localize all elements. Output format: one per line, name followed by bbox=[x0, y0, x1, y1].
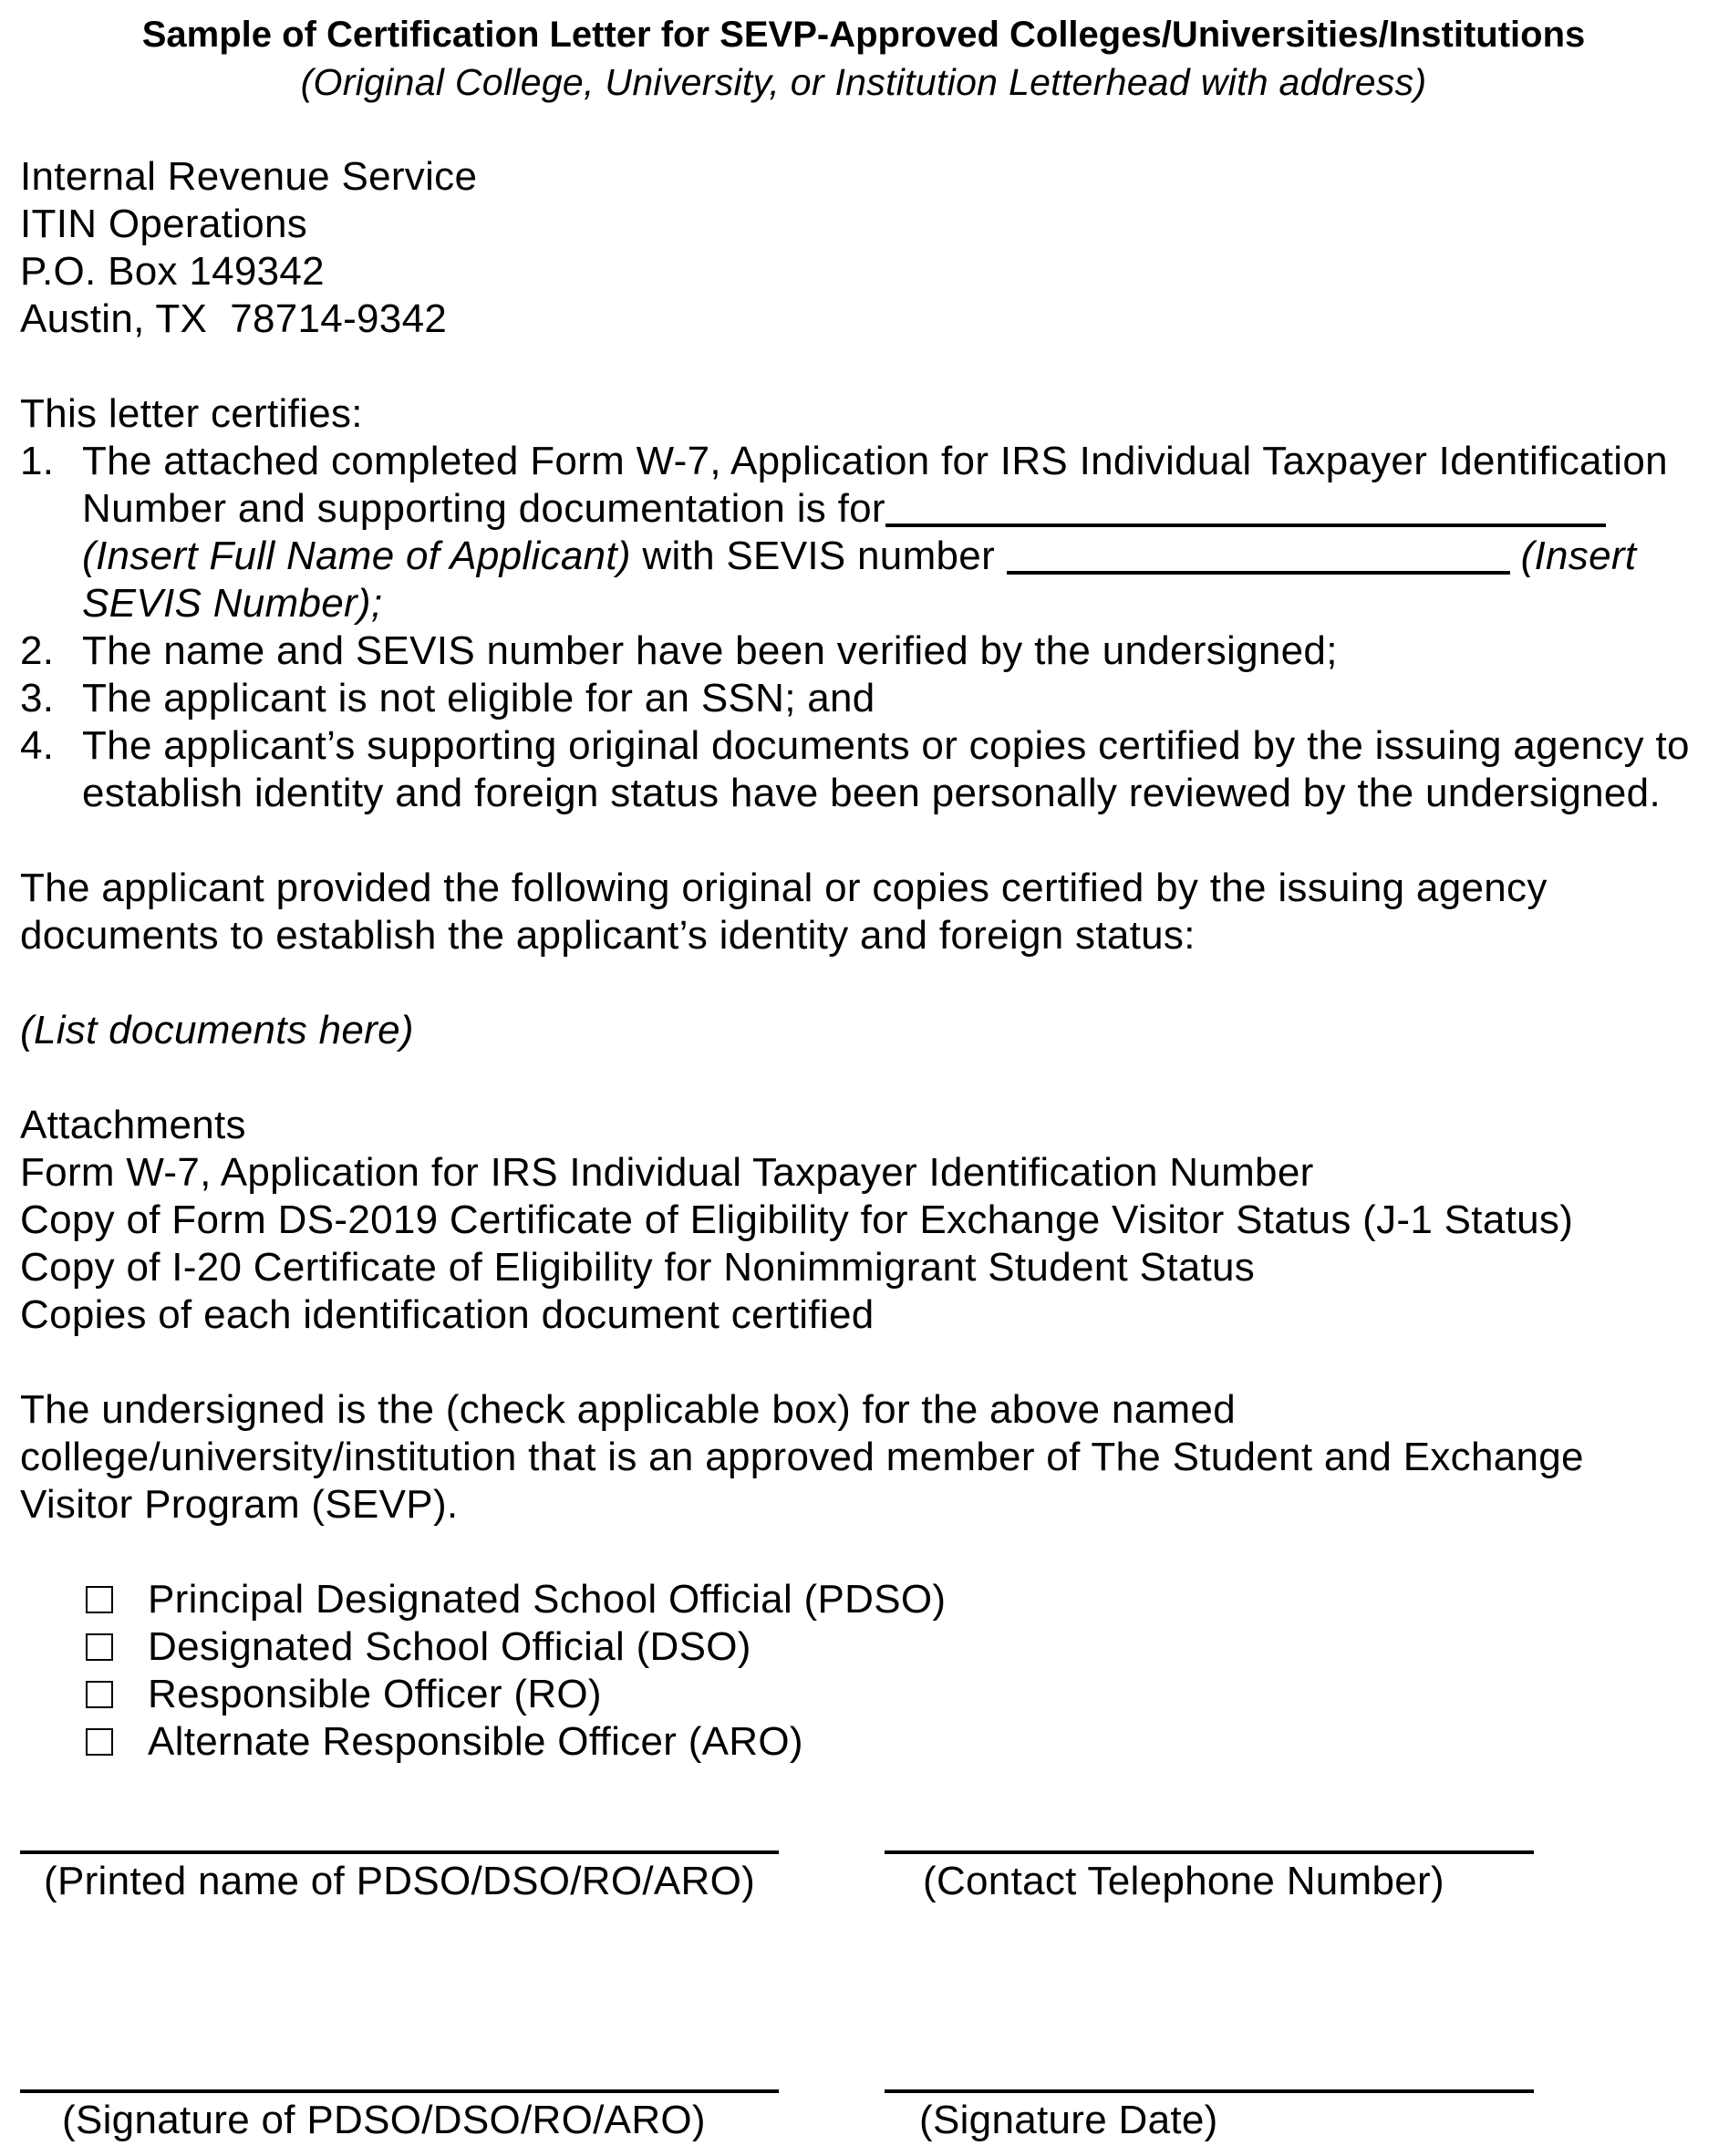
attachment-id-copies: Copies of each identification document certified bbox=[20, 1292, 875, 1337]
item1-line3 bbox=[82, 533, 1707, 580]
item-number: 3. bbox=[20, 676, 55, 720]
role-option-ro bbox=[20, 1671, 1707, 1718]
undersigned-paragraph-line2: college/university/institution that is an approved member of The Student and Exchange bbox=[20, 1435, 1584, 1479]
phone-label: (Contact Telephone Number) bbox=[923, 1859, 1444, 1903]
item1-line3-text: with SEVIS number bbox=[642, 534, 996, 578]
label-pdso: Principal Designated School Official (PDSO) bbox=[148, 1577, 947, 1622]
recipient-line-pobox: P.O. Box 149342 bbox=[20, 249, 325, 294]
undersigned-paragraph-line1: The undersigned is the (check applicable box) for the above named bbox=[20, 1387, 1236, 1432]
insert-sevis-hint-open: (Insert bbox=[1520, 534, 1637, 578]
certification-item-4 bbox=[20, 722, 1707, 817]
item-number: 2. bbox=[20, 628, 55, 673]
signature-line[interactable] bbox=[20, 2089, 779, 2144]
certification-item-3 bbox=[20, 675, 1707, 722]
page-title: Sample of Certification Letter for SEVP-Approved Colleges/Universities/Institutions bbox=[141, 15, 1586, 55]
item1-line1: The attached completed Form W-7, Application for IRS Individual Taxpayer Identification bbox=[82, 439, 1668, 483]
documents-paragraph-line1: The applicant provided the following original or copies certified by the issuing agency bbox=[20, 866, 1548, 910]
page-subtitle: (Original College, University, or Institution Letterhead with address) bbox=[300, 61, 1427, 103]
label-aro: Alternate Responsible Officer (ARO) bbox=[148, 1719, 803, 1764]
sevis-number-blank[interactable] bbox=[1007, 569, 1510, 575]
recipient-line-city: Austin, TX 78714-9342 bbox=[20, 296, 448, 341]
certifies-heading: This letter certifies: bbox=[20, 391, 363, 436]
undersigned-paragraph-line3: Visitor Program (SEVP). bbox=[20, 1482, 459, 1527]
checkbox-dso[interactable] bbox=[86, 1633, 113, 1661]
checkbox-aro[interactable] bbox=[86, 1728, 113, 1756]
insert-name-hint: (Insert Full Name of Applicant) bbox=[82, 534, 631, 578]
item1-line2-text: Number and supporting documentation is for bbox=[82, 486, 885, 531]
item-number: 1. bbox=[20, 439, 55, 483]
checkbox-ro[interactable] bbox=[86, 1681, 113, 1708]
attachment-form-w7: Form W-7, Application for IRS Individual Taxpayer Identification Number bbox=[20, 1150, 1314, 1195]
item2-line1: The name and SEVIS number have been verified by the undersigned; bbox=[82, 628, 1338, 673]
role-checkbox-list bbox=[20, 1576, 1707, 1766]
role-option-dso bbox=[20, 1623, 1707, 1671]
attachments-section bbox=[20, 1102, 1707, 1339]
role-option-pdso bbox=[20, 1576, 1707, 1623]
signature-row-2 bbox=[20, 2089, 1707, 2144]
signature-date-label: (Signature Date) bbox=[919, 2098, 1218, 2142]
list-documents-placeholder: (List documents here) bbox=[20, 1008, 414, 1052]
phone-line[interactable] bbox=[885, 1850, 1534, 1905]
label-dso: Designated School Official (DSO) bbox=[148, 1624, 751, 1669]
insert-sevis-hint-close: SEVIS Number); bbox=[82, 581, 383, 626]
item4-line2: establish identity and foreign status have been personally reviewed by the undersigned. bbox=[82, 771, 1661, 815]
applicant-name-blank[interactable] bbox=[885, 522, 1606, 527]
item-number: 4. bbox=[20, 723, 55, 768]
item4-line1: The applicant’s supporting original documents or copies certified by the issuing agency to bbox=[82, 723, 1690, 768]
documents-paragraph-line2: documents to establish the applicant’s identity and foreign status: bbox=[20, 913, 1196, 958]
role-option-aro bbox=[20, 1718, 1707, 1766]
undersigned-paragraph bbox=[20, 1386, 1707, 1529]
printed-name-label: (Printed name of PDSO/DSO/RO/ARO) bbox=[44, 1859, 756, 1903]
recipient-address bbox=[20, 153, 1707, 343]
attachment-ds2019: Copy of Form DS-2019 Certificate of Eligibility for Exchange Visitor Status (J-1 Status) bbox=[20, 1197, 1574, 1242]
signature-date-line[interactable] bbox=[885, 2089, 1534, 2144]
label-ro: Responsible Officer (RO) bbox=[148, 1672, 602, 1716]
signature-label: (Signature of PDSO/DSO/RO/ARO) bbox=[62, 2098, 706, 2142]
certification-item-2 bbox=[20, 627, 1707, 675]
checkbox-pdso[interactable] bbox=[86, 1586, 113, 1613]
certification-list bbox=[20, 438, 1707, 817]
documents-paragraph bbox=[20, 865, 1707, 959]
item3-line1: The applicant is not eligible for an SSN; and bbox=[82, 676, 875, 720]
certification-item-1 bbox=[20, 438, 1707, 627]
attachment-i20: Copy of I-20 Certificate of Eligibility for Nonimmigrant Student Status bbox=[20, 1245, 1256, 1290]
recipient-line-agency: Internal Revenue Service bbox=[20, 154, 478, 199]
attachments-heading: Attachments bbox=[20, 1103, 246, 1147]
printed-name-line[interactable] bbox=[20, 1850, 779, 1905]
item1-line2 bbox=[82, 485, 1707, 533]
recipient-line-department: ITIN Operations bbox=[20, 202, 308, 246]
signature-row-1 bbox=[20, 1850, 1707, 1905]
